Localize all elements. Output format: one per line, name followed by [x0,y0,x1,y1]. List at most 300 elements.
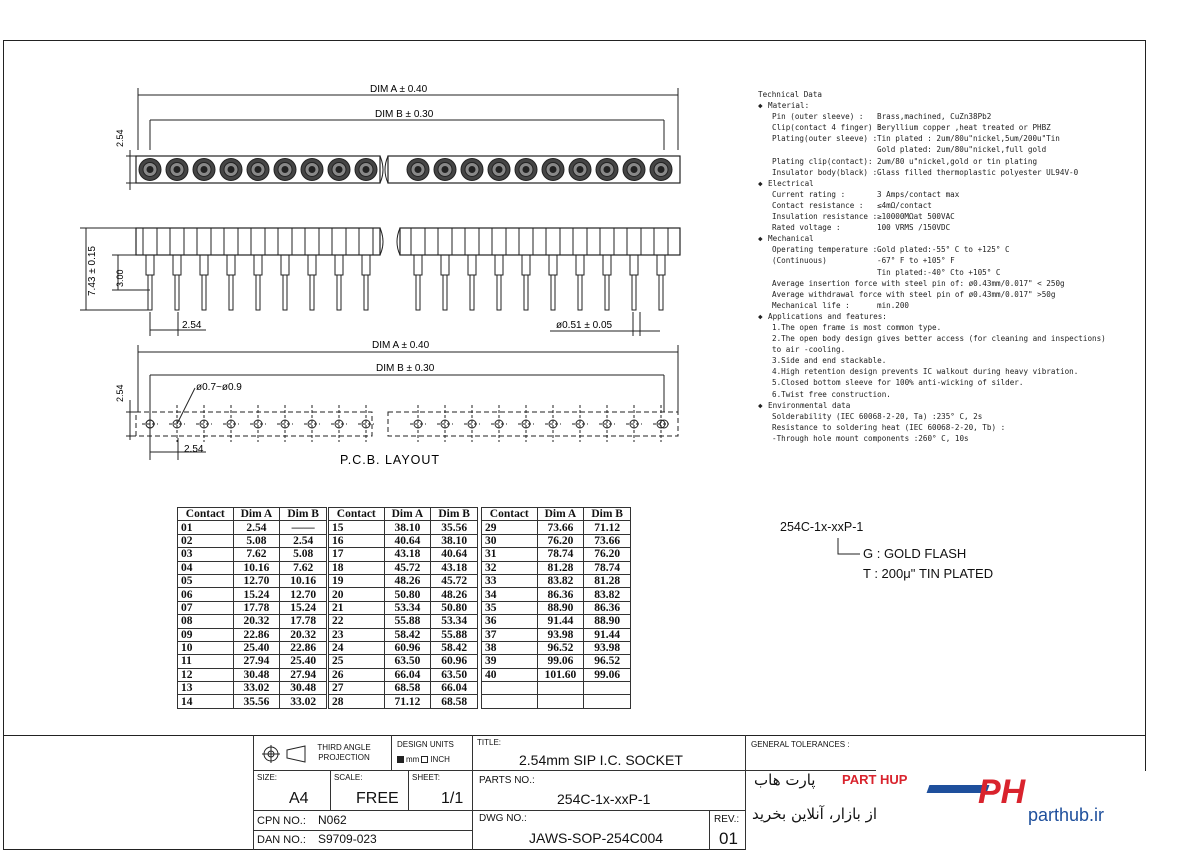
cpn-label: CPN NO.: [257,815,306,827]
tech-section-title: Material: [768,101,810,111]
pin-tail [659,275,663,310]
tech-row [758,156,1088,167]
unit-inch-checkbox [421,756,428,763]
table-row [329,655,478,668]
brand-logo [928,773,1028,813]
unit-mm-label: mm [406,755,420,764]
table-cell: 12.70 [280,588,327,601]
pin-tail [229,275,233,310]
pin-tail [283,275,287,310]
rev-label: REV.: [714,814,740,825]
projection-line-1: THIRD ANGLE [317,743,371,752]
socket-contact-center [228,167,234,173]
tech-row-value: min.200 [877,300,910,310]
table-header-cell: Dim A [233,508,280,521]
tech-row-value: -67° F to +105° F [877,256,955,266]
table-cell: 38 [482,641,538,654]
pin-body [332,228,346,255]
table-row [178,628,327,641]
table-cell: 02 [178,534,234,547]
rev-value: 01 [719,829,738,848]
pin-body [411,228,425,255]
table-cell: 60.96 [431,655,478,668]
tech-row [758,244,1088,255]
table-row [482,641,631,654]
technical-drawing [0,60,700,540]
table-cell: 2.54 [280,534,327,547]
table-cell: 99.06 [584,668,631,681]
tech-row-value: Tin plated : 2um/80u"nickel,5um/200u"Tin [877,134,1060,144]
table-row [329,682,478,695]
table-row [329,668,478,681]
tech-row [758,133,1088,144]
pin-sleeve [603,255,611,275]
parts-no-label: PARTS NO.: [479,775,535,786]
sheet-value: 1/1 [441,790,464,807]
pin-sleeve [657,255,665,275]
table-cell: 07 [178,601,234,614]
table-row [178,548,327,561]
socket-contact-center [577,167,583,173]
table-cell: 32 [482,561,538,574]
table-cell: —— [280,521,327,534]
table-cell: 25 [329,655,385,668]
table-header-cell: Dim A [384,508,431,521]
tech-section-title: Applications and features: [768,311,887,321]
table-cell: 78.74 [537,548,584,561]
table-cell [537,682,584,695]
table-row [178,668,327,681]
pin-body [438,228,452,255]
table-cell: 12 [178,668,234,681]
table-cell: 99.06 [537,655,584,668]
table-row [329,615,478,628]
tech-row-value: ≥10000MΩat 500VAC [877,212,955,222]
table-cell: 10.16 [233,561,280,574]
pin-sleeve [495,255,503,275]
option-tin: T : 200μ" TIN PLATED [863,566,994,581]
table-row [178,695,327,708]
tech-row-value: 100 VRMS /150VDC [877,223,951,233]
table-cell [584,682,631,695]
table-header-row [329,508,478,521]
table-cell: 38.10 [431,534,478,547]
table-row [178,641,327,654]
tech-row [758,355,1088,366]
socket-contact-center [496,167,502,173]
table-header-cell: Dim B [431,508,478,521]
socket-contact-center [147,167,153,173]
table-row [329,695,478,708]
pin-body [546,228,560,255]
table-cell: 25.40 [233,641,280,654]
pin-body [359,228,373,255]
table-row [178,534,327,547]
size-value: A4 [289,790,309,807]
table-row [178,561,327,574]
table-cell: 50.80 [384,588,431,601]
table-row [329,588,478,601]
table-cell: 71.12 [584,521,631,534]
tech-section-title: Environmental data [768,400,851,410]
tech-row [758,167,1088,178]
table-cell: 73.66 [537,521,584,534]
table-cell: 40.64 [431,548,478,561]
table-cell: 83.82 [537,574,584,587]
pin-sleeve [254,255,262,275]
design-units [397,755,450,764]
pin-tail [470,275,474,310]
table-row [329,521,478,534]
tech-row-label: 3.Side and end stackable. [772,356,887,366]
table-row [178,601,327,614]
table-row [482,574,631,587]
table-cell: 22.86 [233,628,280,641]
pin-body [519,228,533,255]
tech-section-header [758,311,1088,322]
socket-contact-center [336,167,342,173]
table-row [178,574,327,587]
pin-body [251,228,265,255]
table-row [482,655,631,668]
table-cell: 35 [482,601,538,614]
pin-sleeve [630,255,638,275]
table-row [329,548,478,561]
title-label: TITLE: [477,738,502,747]
tech-row-label [772,267,877,278]
table-cell: 06 [178,588,234,601]
table-row [482,561,631,574]
table-cell: 88.90 [537,601,584,614]
tech-row-label: to air -cooling. [772,345,846,355]
table-cell: 03 [178,548,234,561]
table-cell: 71.12 [384,695,431,708]
projection-line-2: PROJECTION [318,753,370,762]
table-cell: 18 [329,561,385,574]
pin-sleeve [281,255,289,275]
tech-row-label: Insulation resistance : [772,212,878,222]
table-cell: 76.20 [584,548,631,561]
table-row [329,561,478,574]
size-label: SIZE: [257,773,278,782]
parts-no-value: 254C-1x-xxP-1 [557,791,651,807]
technical-data [758,89,1106,444]
table-cell: 16 [329,534,385,547]
tech-row [758,144,1088,155]
part-code: 254C-1x-xxP-1 [780,520,864,534]
table-cell: 96.52 [537,641,584,654]
tech-title: Technical Data [758,90,823,99]
tech-row-label: Plating clip(contact): [772,156,873,166]
dim-total-height: 7.43 ± 0.15 [87,246,98,296]
table-cell: 27.94 [233,655,280,668]
tech-row-value: Brass,machined, CuZn38Pb2 [877,112,992,122]
table-cell: 22.86 [280,641,327,654]
tech-row-value: ≤4mΩ/contact [877,200,932,210]
tech-row [758,433,1088,444]
table-row [178,682,327,695]
tech-row-label: Average withdrawal force with steel pin of ø0.43mm/0.017" >50g [772,289,1056,299]
table-cell: 68.58 [431,695,478,708]
table-cell: 7.62 [233,548,280,561]
pin-body [573,228,587,255]
pin-body [224,228,238,255]
table-cell: 21 [329,601,385,614]
dwg-value: JAWS-SOP-254C004 [529,830,664,846]
tech-row [758,278,1088,289]
table-row [178,655,327,668]
pin-body [170,228,184,255]
table-row [178,615,327,628]
drawing-title: 2.54mm SIP I.C. SOCKET [519,752,683,768]
pin-tail [310,275,314,310]
socket-contact-center [469,167,475,173]
pin-sleeve [414,255,422,275]
pin-sleeve [227,255,235,275]
table-cell: 10 [178,641,234,654]
table-cell: 40 [482,668,538,681]
table-cell: 43.18 [431,561,478,574]
tech-row-label: 1.The open frame is most common type. [772,322,942,332]
table-cell: 39 [482,655,538,668]
pin-body [600,228,614,255]
table-cell [482,695,538,708]
tech-section-header [758,233,1088,244]
unit-mm-checkbox [397,756,404,763]
socket-contact-center [523,167,529,173]
table-cell: 20.32 [233,615,280,628]
table-cell: 33 [482,574,538,587]
table-cell: 38.10 [384,521,431,534]
projection-label [311,743,377,763]
table-cell: 88.90 [584,615,631,628]
tech-row-label: Mechanical life : [772,300,850,310]
tech-section-header [758,400,1088,411]
tech-row [758,333,1106,344]
pin-sleeve [522,255,530,275]
table-row [482,682,631,695]
socket-contact-center [255,167,261,173]
table-cell: 30.48 [280,682,327,695]
socket-contact-center [550,167,556,173]
table-row [482,668,631,681]
table-cell: 01 [178,521,234,534]
table-cell: 34 [482,588,538,601]
table-cell: 58.42 [431,641,478,654]
socket-contact-center [309,167,315,173]
table-cell: 60.96 [384,641,431,654]
table-cell: 68.58 [384,682,431,695]
table-cell: 25.40 [280,655,327,668]
design-units-label: DESIGN UNITS [397,740,454,749]
pin-tail [632,275,636,310]
contact-table-2 [328,507,478,709]
table-cell: 73.66 [584,534,631,547]
socket-contact-center [415,167,421,173]
table-cell: 31 [482,548,538,561]
tech-row [758,422,1088,433]
tech-row [758,122,1088,133]
table-row [482,695,631,708]
table-row [482,615,631,628]
table-cell: 78.74 [584,561,631,574]
tech-row [758,222,1088,233]
table-header-row [482,508,631,521]
socket-contact-center [658,167,664,173]
diamond-icon: ◆ [758,234,763,244]
table-cell: 33.02 [233,682,280,695]
dim-a-layout: DIM A ± 0.40 [372,340,430,351]
table-cell: 37 [482,628,538,641]
brand-tagline: از بازار، آنلاین بخرید [752,805,878,823]
table-row [329,641,478,654]
table-cell: 40.64 [384,534,431,547]
table-cell: 93.98 [537,628,584,641]
table-cell: 93.98 [584,641,631,654]
tech-row-label [772,144,877,155]
brand-fa-name: پارت هاب [754,771,816,789]
socket-contact-center [604,167,610,173]
table-row [329,534,478,547]
tech-row-label: 6.Twist free construction. [772,389,891,399]
socket-contact-center [363,167,369,173]
tech-row [758,322,1088,333]
pin-sleeve [146,255,154,275]
title-block [3,735,1146,850]
pin-sleeve [173,255,181,275]
table-cell: 09 [178,628,234,641]
dan-value: S9709-023 [318,832,377,846]
table-row [482,548,631,561]
tech-row [758,411,1088,422]
pin-sleeve [335,255,343,275]
pin-body [465,228,479,255]
table-row [178,521,327,534]
table-cell: 50.80 [431,601,478,614]
tech-row-value: Beryllium copper ,heat treated or PHBZ [877,123,1051,133]
pin-body [305,228,319,255]
table-cell: 86.36 [537,588,584,601]
pitch: 2.54 [182,320,202,331]
table-cell: 55.88 [384,615,431,628]
third-angle-icon [261,744,311,764]
table-cell: 63.50 [431,668,478,681]
table-cell: 14 [178,695,234,708]
table-cell: 58.42 [384,628,431,641]
tech-row [758,200,1088,211]
brand-area [746,771,1146,850]
table-cell: 81.28 [537,561,584,574]
table-cell: 96.52 [584,655,631,668]
table-cell: 13 [178,682,234,695]
table-row [482,521,631,534]
table-row [329,574,478,587]
tech-row-label: 4.High retention design prevents IC walkout during heavy vibration. [772,367,1079,377]
table-cell: 2.54 [233,521,280,534]
table-cell: 5.08 [280,548,327,561]
socket-contact-center [442,167,448,173]
table-cell: 55.88 [431,628,478,641]
table-cell: 66.04 [384,668,431,681]
pin-tail [364,275,368,310]
table-cell: 15 [329,521,385,534]
pin-tail [416,275,420,310]
tech-row [758,344,1088,355]
contact-table-1 [177,507,327,709]
table-row [178,588,327,601]
tech-row [758,377,1088,388]
table-row [482,534,631,547]
pin-body [278,228,292,255]
general-tolerances-label: GENERAL TOLERANCES : [751,740,850,749]
table-cell: 48.26 [431,588,478,601]
tech-section-title: Mechanical [768,234,814,244]
table-row [329,628,478,641]
tech-row-label: 5.Closed bottom sleeve for 100% anti-wicking of silder. [772,378,1024,388]
table-cell: 29 [482,521,538,534]
brand-site: parthub.ir [1028,805,1105,825]
table-header-cell: Contact [178,508,234,521]
table-cell: 53.34 [384,601,431,614]
socket-contact-center [631,167,637,173]
tech-row-label: Resistance to soldering heat (IEC 60068-2-20, Tb) : [772,422,1006,432]
tech-row-label: Operating temperature : [772,245,878,255]
tech-row [758,289,1088,300]
table-cell: 19 [329,574,385,587]
table-cell: 22 [329,615,385,628]
table-cell: 45.72 [384,561,431,574]
table-cell: 17.78 [280,615,327,628]
pin-tail [578,275,582,310]
table-cell: 45.72 [431,574,478,587]
dim-b-top: DIM B ± 0.30 [375,109,434,120]
table-cell: 05 [178,574,234,587]
pin-body [654,228,668,255]
table-cell: 86.36 [584,601,631,614]
table-cell: 12.70 [233,574,280,587]
tech-section-header [758,178,1088,189]
table-cell: 7.62 [280,561,327,574]
table-row [482,628,631,641]
table-cell: 83.82 [584,588,631,601]
table-cell: 30 [482,534,538,547]
pin-tail [605,275,609,310]
hole-dia: ø0.7~ø0.9 [196,382,242,393]
socket-contact-center [174,167,180,173]
pin-sleeve [308,255,316,275]
table-cell: 53.34 [431,615,478,628]
cpn-value: N062 [318,813,347,827]
table-header-cell: Dim B [280,508,327,521]
table-header-cell: Dim B [584,508,631,521]
pin-tail [443,275,447,310]
table-cell: 63.50 [384,655,431,668]
option-gold: G : GOLD FLASH [863,546,967,561]
table-cell: 15.24 [280,601,327,614]
table-row [482,588,631,601]
tech-row-label: (Continuous) [772,256,827,266]
tech-row-label: Insulator body(black) : [772,167,878,177]
pin-sleeve [362,255,370,275]
sheet-label: SHEET: [412,773,441,782]
table-cell: 20.32 [280,628,327,641]
dan-label: DAN NO.: [257,834,306,846]
diamond-icon: ◆ [758,101,763,111]
table-cell: 24 [329,641,385,654]
table-cell: 27 [329,682,385,695]
pitch-layout: 2.54 [184,444,204,455]
pin-body [143,228,157,255]
